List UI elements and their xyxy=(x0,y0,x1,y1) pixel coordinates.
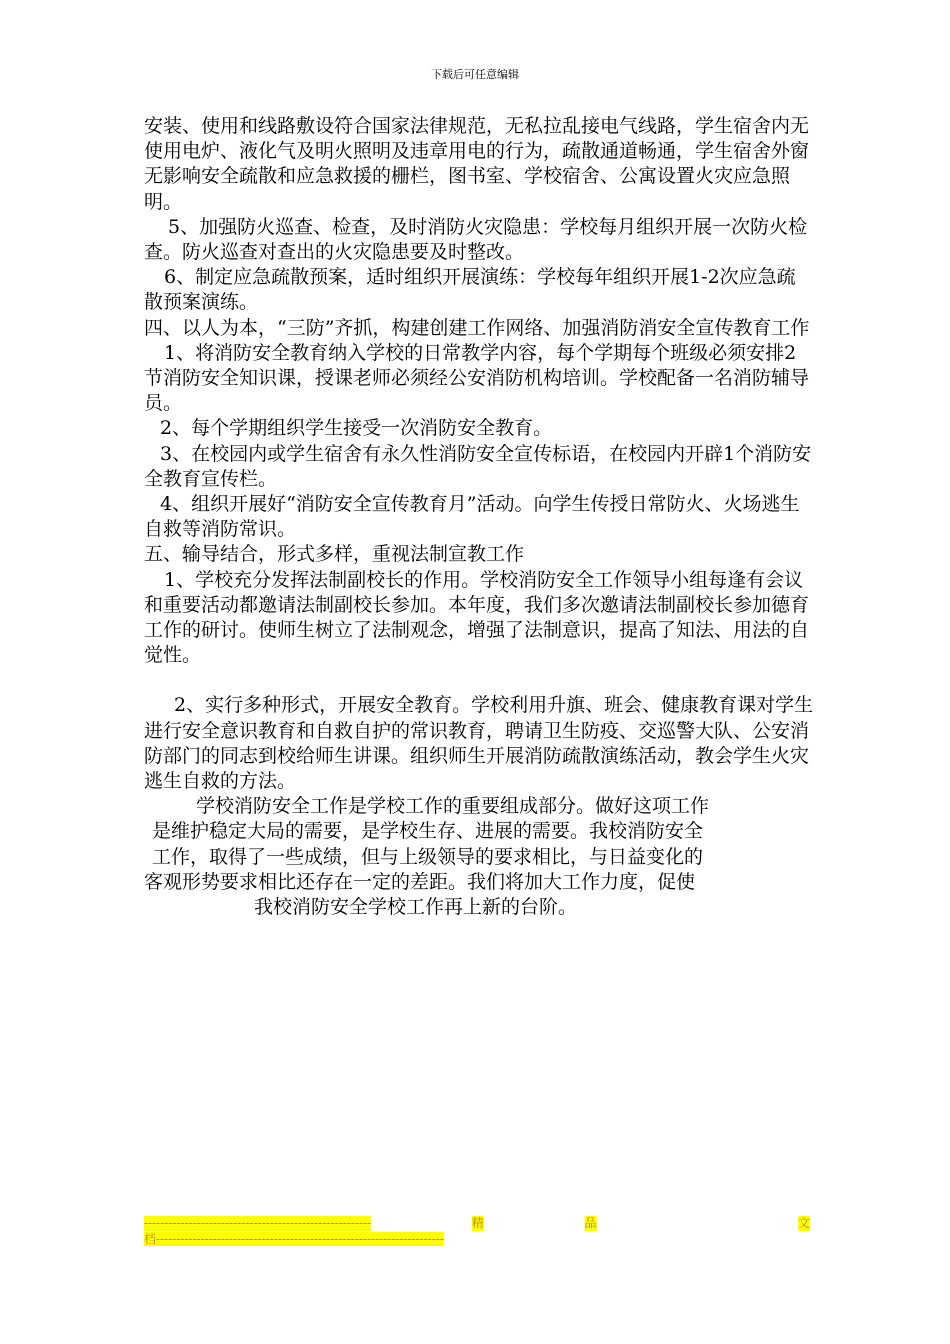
page-header: 下载后可任意编辑 xyxy=(431,68,519,81)
footer-char: 品 xyxy=(584,1216,597,1230)
footer-char: 精 xyxy=(471,1216,484,1230)
paragraph: 2、每个学期组织学生接受一次消防安全教育。 xyxy=(160,417,553,440)
paragraph: 3、在校园内或学生宿舍有永久性消防安全宣传标语，在校园内开辟1个消防安全教育宣传栏。 xyxy=(144,442,812,490)
closing-line: 我校消防安全学校工作再上新的台阶。 xyxy=(254,896,578,919)
closing-line: 工作，取得了一些成绩，但与上级领导的要求相比，与日益变化的 xyxy=(152,845,704,868)
paragraph: 1、学校充分发挥法制副校长的作用。学校消防安全工作领导小组每逢有会议和重要活动都邀请法制副校长参加。本年度，我们多次邀请法制副校长参加德育工作的研讨。使师生树立了法制观念，增强了法制意识，提高了知法、用法的自觉性。 xyxy=(144,568,810,667)
footer-line-2 xyxy=(144,1232,810,1247)
footer-line-1 xyxy=(144,1216,810,1231)
closing-line: 客观形势要求相比还存在一定的差距。我们将加大工作力度，促使 xyxy=(144,870,696,893)
paragraph: 5、加强防火巡查、检查，及时消防火灾隐患：学校每月组织开展一次防火检查。防火巡查对查出的火灾隐患要及时整改。 xyxy=(144,215,808,264)
section-heading: 五、输导结合，形式多样，重视法制宣教工作 xyxy=(144,543,525,566)
paragraph: 4、组织开展好“消防安全宣传教育月”活动。向学生传授日常防火、火场逃生自救等消防常识。 xyxy=(144,493,800,541)
closing-line: 学校消防安全工作是学校工作的重要组成部分。做好这项工作 xyxy=(196,795,710,818)
paragraph: 安装、使用和线路敷设符合国家法律规范，无私拉乱接电气线路，学生宿舍内无使用电炉、液化气及明火照明及违章用电的行为，疏散通道畅通，学生宿舍外窗无影响安全疏散和应急救援的栅栏，图书室、学校宿舍、公寓设置火灾应急照明。 xyxy=(144,115,810,213)
footer-char: 文 xyxy=(797,1216,810,1230)
paragraph: 6、制定应急疏散预案，适时组织开展演练：学校每年组织开展1-2次应急疏散预案演练。 xyxy=(144,266,796,314)
blank-line xyxy=(144,668,814,693)
document-body xyxy=(144,114,814,920)
footer-dashes: -------------------------------------------------------- xyxy=(144,1216,372,1230)
closing-line: 是维护稳定大局的需要，是学校生存、进展的需要。我校消防安全 xyxy=(152,820,704,843)
footer-dashes-2: 档----------------------------------------------------------------------- xyxy=(144,1232,444,1246)
paragraph: 1、将消防安全教育纳入学校的日常教学内容，每个学期每个班级必须安排2节消防安全知识课，授课老师必须经公安消防机构培训。学校配备一名消防辅导员。 xyxy=(144,341,810,415)
section-heading: 四、以人为本，“三防”齐抓，构建创建工作网络、加强消防消安全宣传教育工作 xyxy=(144,316,810,339)
paragraph: 2、实行多种形式，开展安全教育。学校利用升旗、班会、健康教育课对学生进行安全意识教育和自救自护的常识教育，聘请卫生防疫、交巡警大队、公安消防部门的同志到校给师生讲课。组织师生开展消防疏散演练活动，教会学生火灾逃生自救的方法。 xyxy=(144,694,814,793)
